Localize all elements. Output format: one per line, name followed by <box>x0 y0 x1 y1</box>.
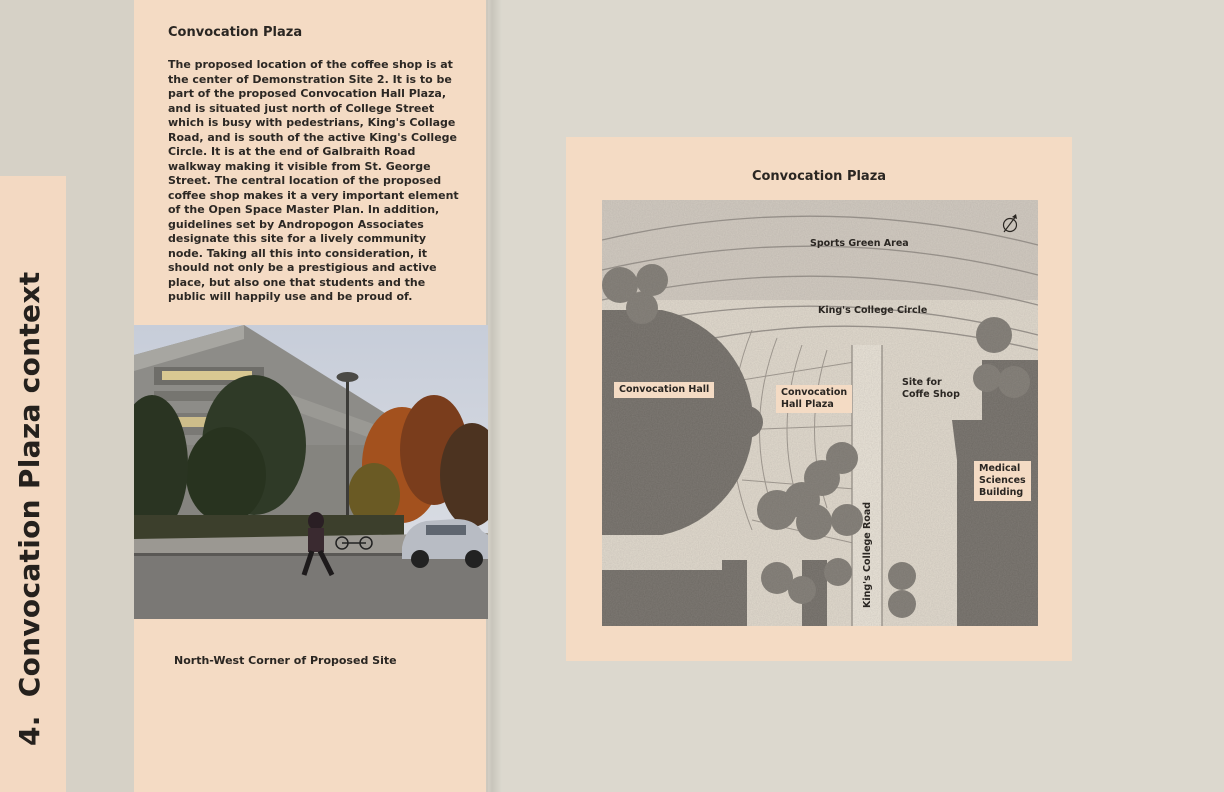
label-plaza-line1: Convocation <box>781 387 848 398</box>
body-paragraph: The proposed location of the coffee shop is at the center of Demonstration Site 2. It is to be part of the proposed Convocation Hall Plaza, and is situated just north of College Street which is busy with pedestrians, King's Collage Road, and is south of the active King's College Circle. It is at the end of Galbraith Road walkway making it visible from St. George Street. The central location of the proposed coffee shop makes it a very important element of the Open Space Master Plan. In addition, guidelines set by Andropogon Associates designate this site for a lively community node. Taking all this into consideration, it should not only be a prestigious and active place, but also one that students and the public will happily use and be proud of. <box>168 58 459 303</box>
label-medical-line3: Building <box>979 487 1024 498</box>
north-arrow-icon <box>1000 213 1020 235</box>
photo-caption: North-West Corner of Proposed Site <box>174 654 397 667</box>
label-kings-college-road: King's College Road <box>862 501 873 608</box>
label-convocation-hall-plaza <box>776 385 852 413</box>
label-convocation-hall: Convocation Hall <box>614 382 714 398</box>
section-title-text: Convocation Plaza context <box>13 271 46 698</box>
label-kings-college-circle: King's College Circle <box>818 305 928 316</box>
label-sports-green: Sports Green Area <box>810 238 909 249</box>
label-site-for-coffee-shop <box>902 377 960 401</box>
map-title: Convocation Plaza <box>751 169 887 184</box>
label-medical-line2: Sciences <box>979 475 1026 486</box>
label-plaza-line2: Hall Plaza <box>781 399 834 410</box>
site-photo <box>134 325 488 619</box>
section-title <box>2 266 58 746</box>
text-heading: Convocation Plaza <box>168 25 303 40</box>
label-medical-sciences-building <box>974 461 1031 501</box>
label-site-line2: Coffe Shop <box>902 389 960 400</box>
site-plan-map <box>602 200 1038 626</box>
label-medical-line1: Medical <box>979 463 1021 474</box>
section-number: 4. <box>13 715 46 746</box>
label-site-line1: Site for <box>902 377 942 388</box>
